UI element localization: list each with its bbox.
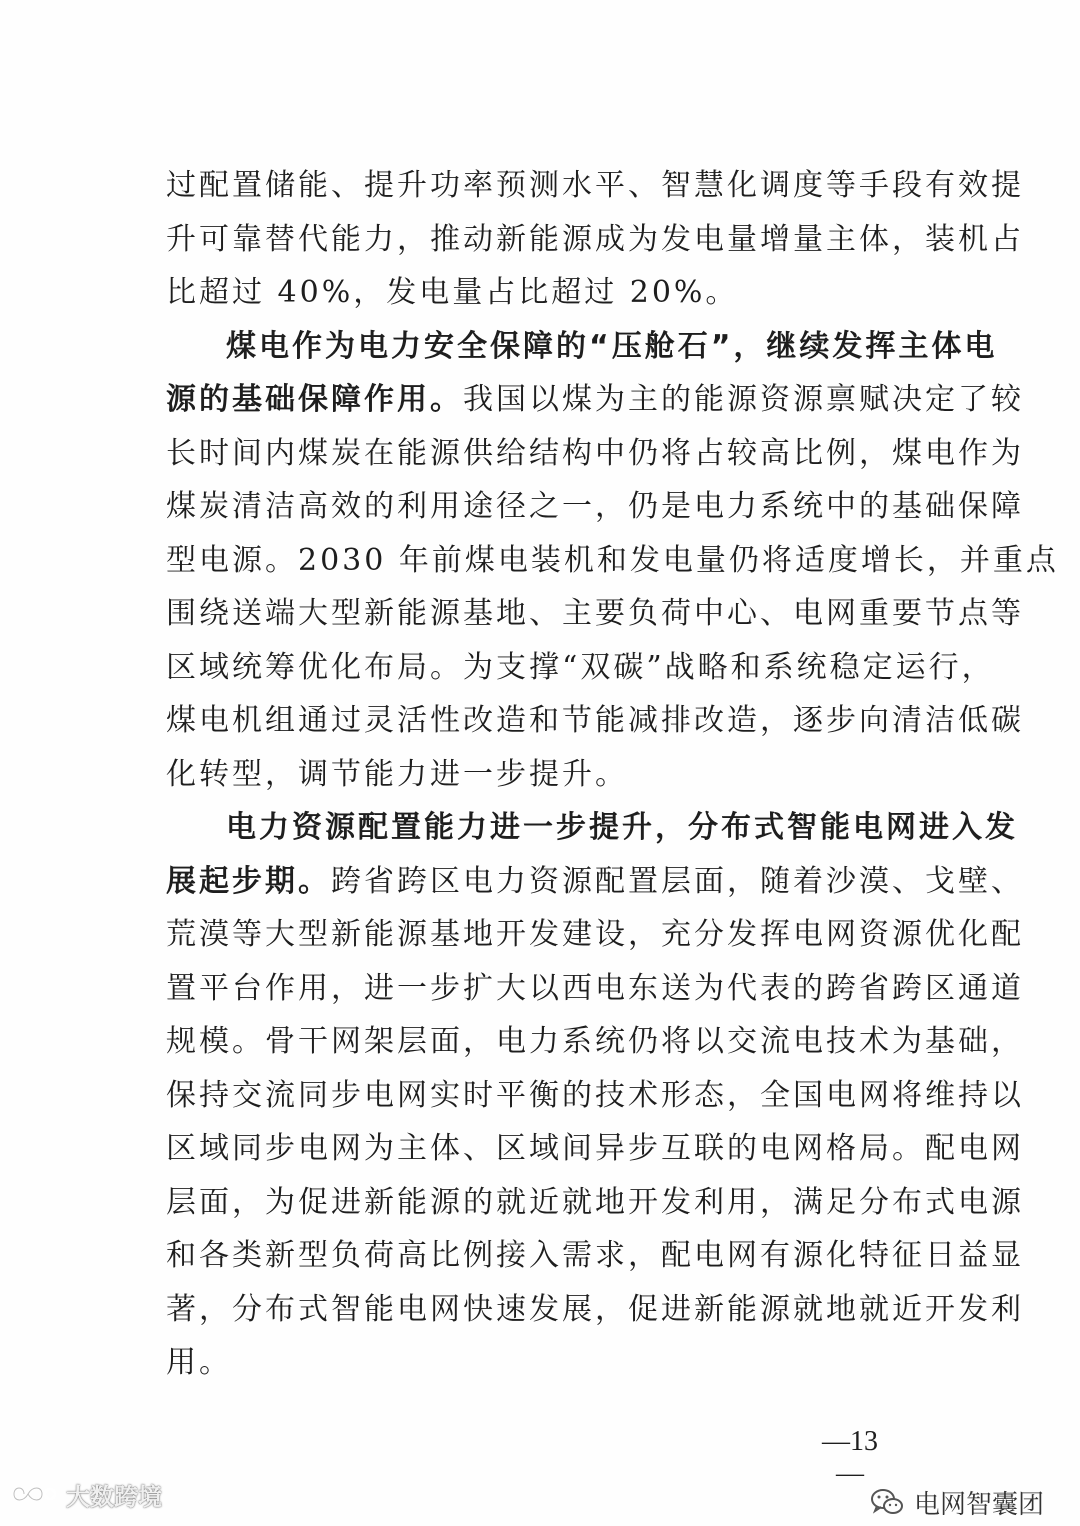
text-run: 保持交流同步电网实时平衡的技术形态，全国电网将维持以 <box>166 1078 1024 1113</box>
text-run: 区域统筹优化布局。为支撑“双碳”战略和系统稳定运行， <box>166 650 995 685</box>
source-watermark-text: 大数跨境 <box>66 1482 162 1511</box>
text-line <box>166 969 1024 1009</box>
text-run: 用。 <box>166 1345 232 1380</box>
text-line <box>166 1236 1024 1276</box>
text-line <box>166 862 1024 902</box>
text-run: 和各类新型负荷高比例接入需求，配电网有源化特征日益显 <box>166 1238 1024 1273</box>
text-run: 煤炭清洁高效的利用途径之一，仍是电力系统中的基础保障 <box>166 489 1024 524</box>
text-line <box>166 1343 914 1383</box>
text-line <box>166 1076 1024 1116</box>
text-line <box>166 1290 1024 1330</box>
text-run: 型电源。2030 年前煤电装机和发电量仍将适度增长，并重点 <box>166 543 1059 578</box>
bold-text-run: 展起步期。 <box>166 864 331 899</box>
text-line <box>166 327 998 367</box>
text-line <box>166 808 1018 848</box>
text-line <box>166 166 1024 206</box>
text-run: 置平台作用，进一步扩大以西电东送为代表的跨省跨区通道 <box>166 971 1024 1006</box>
text-run: 煤电机组通过灵活性改造和节能减排改造，逐步向清洁低碳 <box>166 703 1024 738</box>
bold-text-run: 源的基础保障作用。 <box>166 382 463 417</box>
text-line <box>166 273 914 313</box>
text-line <box>166 755 914 795</box>
text-run: 升可靠替代能力，推动新能源成为发电量增量主体，装机占 <box>166 222 1024 257</box>
wechat-account-name: 电网智囊团 <box>914 1489 1045 1520</box>
text-line <box>166 220 1024 260</box>
text-run: 著，分布式智能电网快速发展，促进新能源就地就近开发利 <box>166 1292 1024 1327</box>
source-watermark <box>12 1472 162 1516</box>
text-line <box>166 541 1059 581</box>
wechat-icon <box>870 1487 904 1517</box>
text-line <box>166 1022 1024 1062</box>
text-line <box>166 1183 1024 1223</box>
text-run: 荒漠等大型新能源基地开发建设，充分发挥电网资源优化配 <box>166 917 1024 952</box>
text-line <box>166 915 1024 955</box>
text-run: 规模。骨干网架层面，电力系统仍将以交流电技术为基础， <box>166 1024 1024 1059</box>
text-line <box>166 648 995 688</box>
page-number: —13— <box>822 1426 878 1489</box>
bold-text-run: 煤电作为电力安全保障的“压舱石”，继续发挥主体电 <box>226 329 998 364</box>
wechat-account-mark <box>870 1482 1044 1522</box>
text-line <box>166 434 1024 474</box>
text-run: 我国以煤为主的能源资源禀赋决定了较 <box>463 382 1024 417</box>
bold-text-run: 电力资源配置能力进一步提升，分布式智能电网进入发 <box>226 810 1018 845</box>
text-line <box>166 380 1024 420</box>
text-run: 过配置储能、提升功率预测水平、智慧化调度等手段有效提 <box>166 168 1024 203</box>
text-line <box>166 594 1024 634</box>
text-run: 比超过 40%，发电量占比超过 20%。 <box>166 275 739 310</box>
text-line <box>166 1129 1024 1169</box>
text-run: 围绕送端大型新能源基地、主要负荷中心、电网重要节点等 <box>166 596 1024 631</box>
infinity-logo-icon <box>12 1480 58 1508</box>
text-run: 化转型，调节能力进一步提升。 <box>166 757 628 792</box>
text-line <box>166 701 1024 741</box>
text-run: 长时间内煤炭在能源供给结构中仍将占较高比例，煤电作为 <box>166 436 1024 471</box>
text-line <box>166 487 1024 527</box>
text-run: 层面，为促进新能源的就近就地开发利用，满足分布式电源 <box>166 1185 1024 1220</box>
text-run: 区域同步电网为主体、区域间异步互联的电网格局。配电网 <box>166 1131 1024 1166</box>
text-run: 跨省跨区电力资源配置层面，随着沙漠、戈壁、 <box>331 864 1024 899</box>
